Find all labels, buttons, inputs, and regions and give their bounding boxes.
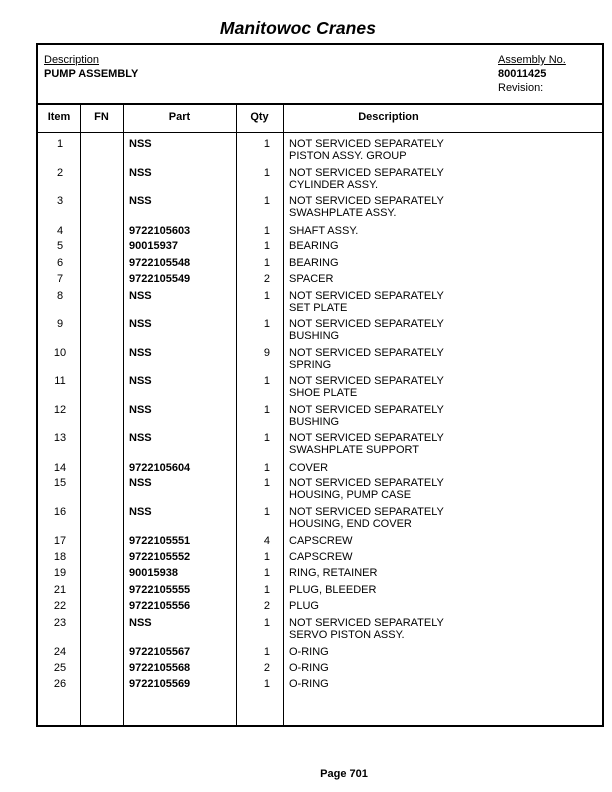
item-number: 5 bbox=[56, 240, 64, 252]
quantity: 1 bbox=[263, 167, 270, 179]
part-number: NSS bbox=[129, 138, 152, 150]
item-number: 16 bbox=[53, 506, 67, 518]
description-line-1: PLUG, BLEEDER bbox=[289, 584, 377, 596]
item-number: 24 bbox=[53, 646, 67, 658]
part-number: 9722105604 bbox=[129, 462, 191, 474]
item-number: 3 bbox=[56, 195, 64, 207]
description-line-2: PISTON ASSY. GROUP bbox=[289, 150, 407, 162]
part-number: NSS bbox=[129, 167, 152, 179]
description-line-1: SPACER bbox=[289, 273, 334, 285]
description-value: PUMP ASSEMBLY bbox=[44, 68, 139, 80]
part-number: 9722105556 bbox=[129, 600, 191, 612]
assembly-number-label: Assembly No. bbox=[498, 54, 566, 66]
description-line-2: BUSHING bbox=[289, 416, 340, 428]
description-line-1: NOT SERVICED SEPARATELY bbox=[289, 347, 444, 359]
item-number: 4 bbox=[56, 225, 64, 237]
quantity: 2 bbox=[263, 662, 270, 674]
part-number: NSS bbox=[129, 375, 152, 387]
part-number: NSS bbox=[129, 290, 152, 302]
description-line-1: CAPSCREW bbox=[289, 535, 353, 547]
item-number: 11 bbox=[54, 375, 66, 387]
part-description bbox=[289, 617, 589, 641]
quantity: 1 bbox=[263, 195, 270, 207]
part-number: 9722105603 bbox=[129, 225, 191, 237]
part-description bbox=[289, 551, 589, 563]
part-number: 90015938 bbox=[129, 567, 178, 579]
item-number: 13 bbox=[53, 432, 67, 444]
quantity: 1 bbox=[263, 225, 270, 237]
quantity: 1 bbox=[263, 584, 270, 596]
item-number: 12 bbox=[53, 404, 67, 416]
part-number: 9722105549 bbox=[129, 273, 191, 285]
column-header-item: Item bbox=[47, 111, 71, 123]
description-line-2: SERVO PISTON ASSY. bbox=[289, 629, 405, 641]
description-line-1: NOT SERVICED SEPARATELY bbox=[289, 375, 444, 387]
part-description bbox=[289, 167, 589, 191]
description-line-2: HOUSING, PUMP CASE bbox=[289, 489, 412, 501]
description-line-1: O-RING bbox=[289, 678, 329, 690]
part-number: 9722105568 bbox=[129, 662, 191, 674]
part-description bbox=[289, 240, 589, 252]
description-line-2: SWASHPLATE ASSY. bbox=[289, 207, 397, 219]
description-line-1: NOT SERVICED SEPARATELY bbox=[289, 477, 444, 489]
part-number: NSS bbox=[129, 432, 152, 444]
part-description bbox=[289, 195, 589, 219]
quantity: 1 bbox=[263, 477, 270, 489]
item-number: 2 bbox=[56, 167, 64, 179]
quantity: 1 bbox=[263, 240, 270, 252]
item-number: 23 bbox=[53, 617, 67, 629]
quantity: 1 bbox=[263, 617, 270, 629]
description-line-2: HOUSING, END COVER bbox=[289, 518, 412, 530]
part-description bbox=[289, 225, 589, 237]
quantity: 1 bbox=[263, 506, 270, 518]
part-number: 9722105551 bbox=[129, 535, 191, 547]
description-line-1: NOT SERVICED SEPARATELY bbox=[289, 404, 444, 416]
description-line-1: O-RING bbox=[289, 646, 329, 658]
part-number: NSS bbox=[129, 404, 152, 416]
part-number: NSS bbox=[129, 195, 152, 207]
parts-table bbox=[36, 43, 604, 727]
item-number: 10 bbox=[53, 347, 67, 359]
part-description bbox=[289, 257, 589, 269]
part-description bbox=[289, 477, 589, 501]
description-line-2: SPRING bbox=[289, 359, 332, 371]
page-title: Manitowoc Cranes bbox=[219, 18, 377, 38]
column-header-description: Description bbox=[358, 111, 419, 123]
quantity: 1 bbox=[263, 290, 270, 302]
part-description bbox=[289, 600, 589, 612]
description-line-1: CAPSCREW bbox=[289, 551, 353, 563]
column-divider bbox=[123, 103, 124, 725]
part-description bbox=[289, 462, 589, 474]
description-line-1: NOT SERVICED SEPARATELY bbox=[289, 195, 444, 207]
part-number: NSS bbox=[129, 617, 152, 629]
quantity: 9 bbox=[263, 347, 270, 359]
part-description bbox=[289, 273, 589, 285]
column-header-qty: Qty bbox=[250, 111, 269, 123]
part-number: 90015937 bbox=[129, 240, 178, 252]
quantity: 4 bbox=[263, 535, 270, 547]
item-number: 8 bbox=[56, 290, 64, 302]
part-description bbox=[289, 646, 589, 658]
part-number: 9722105552 bbox=[129, 551, 191, 563]
quantity: 1 bbox=[263, 462, 270, 474]
page-number: Page 701 bbox=[320, 768, 368, 780]
description-line-2: SHOE PLATE bbox=[289, 387, 358, 399]
part-description bbox=[289, 138, 589, 162]
part-description bbox=[289, 318, 589, 342]
description-line-2: BUSHING bbox=[289, 330, 340, 342]
column-header-part: Part bbox=[168, 111, 191, 123]
quantity: 1 bbox=[263, 678, 270, 690]
quantity: 1 bbox=[263, 646, 270, 658]
part-number: 9722105569 bbox=[129, 678, 191, 690]
quantity: 1 bbox=[263, 404, 270, 416]
assembly-number-value: 80011425 bbox=[498, 68, 547, 80]
quantity: 1 bbox=[263, 257, 270, 269]
item-number: 25 bbox=[53, 662, 67, 674]
column-divider bbox=[236, 103, 237, 725]
description-line-2: CYLINDER ASSY. bbox=[289, 179, 379, 191]
part-description bbox=[289, 678, 589, 690]
quantity: 1 bbox=[263, 567, 270, 579]
item-number: 15 bbox=[53, 477, 67, 489]
quantity: 1 bbox=[263, 551, 270, 563]
part-number: 9722105555 bbox=[129, 584, 191, 596]
part-description bbox=[289, 662, 589, 674]
part-number: NSS bbox=[129, 347, 152, 359]
part-number: 9722105548 bbox=[129, 257, 191, 269]
revision-label: Revision: bbox=[498, 82, 544, 94]
part-description bbox=[289, 506, 589, 530]
part-number: 9722105567 bbox=[129, 646, 191, 658]
description-label: Description bbox=[44, 54, 100, 66]
quantity: 1 bbox=[263, 318, 270, 330]
quantity: 1 bbox=[263, 138, 270, 150]
part-description bbox=[289, 567, 589, 579]
description-line-1: NOT SERVICED SEPARATELY bbox=[289, 617, 444, 629]
quantity: 2 bbox=[263, 600, 270, 612]
description-line-1: NOT SERVICED SEPARATELY bbox=[289, 432, 444, 444]
column-divider bbox=[283, 103, 284, 725]
item-number: 17 bbox=[53, 535, 67, 547]
quantity: 1 bbox=[263, 432, 270, 444]
assembly-header bbox=[38, 45, 602, 105]
item-number: 1 bbox=[56, 138, 64, 150]
item-number: 18 bbox=[53, 551, 67, 563]
description-line-2: SET PLATE bbox=[289, 302, 348, 314]
column-header-fn: FN bbox=[94, 111, 109, 123]
item-number: 22 bbox=[53, 600, 67, 612]
description-line-1: PLUG bbox=[289, 600, 319, 612]
part-description bbox=[289, 584, 589, 596]
description-line-1: NOT SERVICED SEPARATELY bbox=[289, 167, 444, 179]
description-line-1: BEARING bbox=[289, 240, 339, 252]
item-number: 19 bbox=[53, 567, 67, 579]
item-number: 21 bbox=[53, 584, 67, 596]
item-number: 9 bbox=[56, 318, 64, 330]
description-line-1: O-RING bbox=[289, 662, 329, 674]
part-number: NSS bbox=[129, 477, 152, 489]
part-number: NSS bbox=[129, 506, 152, 518]
part-number: NSS bbox=[129, 318, 152, 330]
description-line-1: RING, RETAINER bbox=[289, 567, 378, 579]
part-description bbox=[289, 535, 589, 547]
item-number: 14 bbox=[53, 462, 67, 474]
description-line-1: SHAFT ASSY. bbox=[289, 225, 359, 237]
part-description bbox=[289, 347, 589, 371]
item-number: 7 bbox=[56, 273, 64, 285]
description-line-1: BEARING bbox=[289, 257, 339, 269]
quantity: 1 bbox=[263, 375, 270, 387]
item-number: 26 bbox=[53, 678, 67, 690]
description-line-1: COVER bbox=[289, 462, 329, 474]
item-number: 6 bbox=[56, 257, 64, 269]
description-line-1: NOT SERVICED SEPARATELY bbox=[289, 138, 444, 150]
description-line-1: NOT SERVICED SEPARATELY bbox=[289, 290, 444, 302]
part-description bbox=[289, 375, 589, 399]
description-line-1: NOT SERVICED SEPARATELY bbox=[289, 506, 444, 518]
description-line-1: NOT SERVICED SEPARATELY bbox=[289, 318, 444, 330]
description-line-2: SWASHPLATE SUPPORT bbox=[289, 444, 419, 456]
part-description bbox=[289, 290, 589, 314]
part-description bbox=[289, 404, 589, 428]
quantity: 2 bbox=[263, 273, 270, 285]
part-description bbox=[289, 432, 589, 456]
